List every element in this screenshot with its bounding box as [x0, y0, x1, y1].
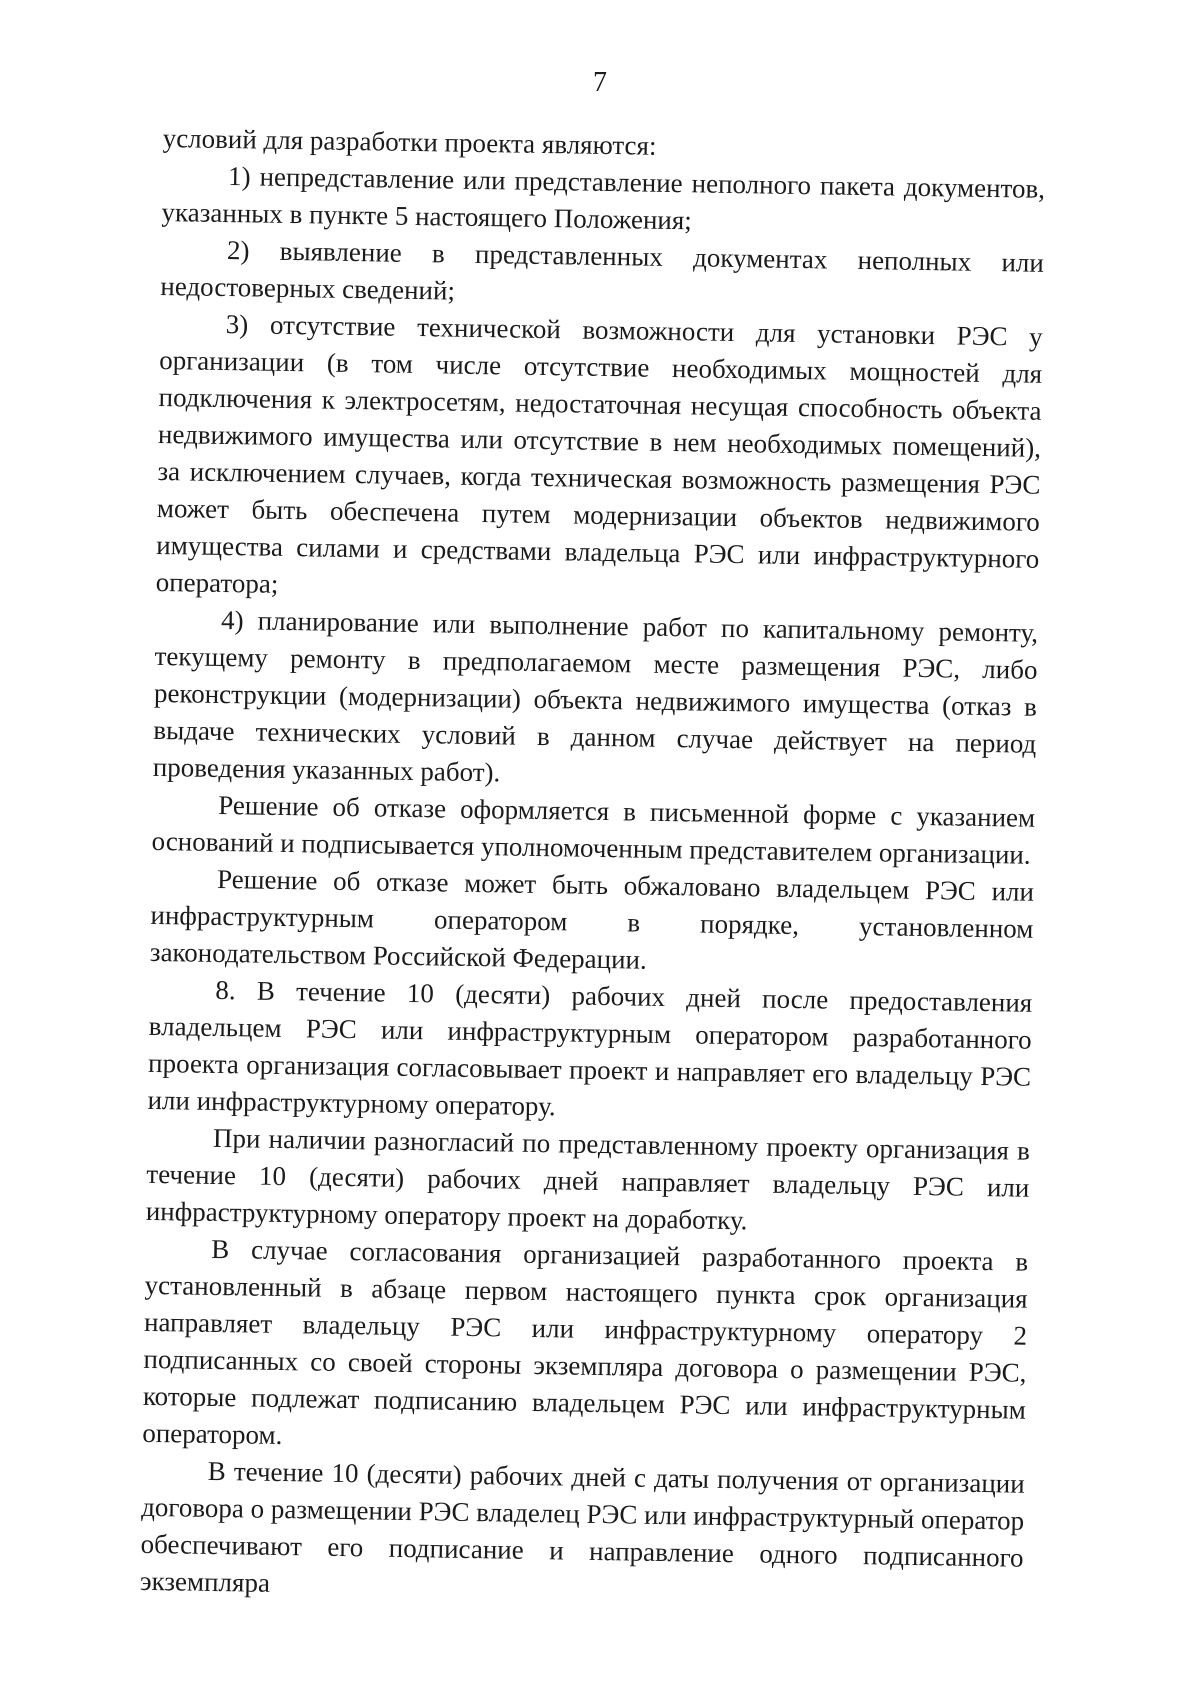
paragraph: 4) планирование или выполнение работ по капитальному ремонту, текущему ремонту в предполагаемом месте размещения РЭС, либо реконструкции (модернизации) объекта недвижимого имущества (отказ в выдаче технических условий в данном случае действует на период проведения указанных работ). — [152, 604, 1039, 788]
paragraph: В случае согласования организацией разработанного проекта в установленный в абзаце первом настоящего пункта срок организация направляет владельцу РЭС или инфраструктурному оператору 2 подписанных со своей стороны экземпляра договора о размещении РЭС, которые подлежат подписанию владельцем РЭС или инфраструктурным оператором. — [142, 1233, 1029, 1451]
paragraph: 1) непредставление или представление неполного пакета документов, указанных в пункте 5 настоящего Положения; — [161, 161, 1046, 236]
paragraph: Решение об отказе оформляется в письменной форме с указанием оснований и подписывается уполномоченным представителем организации. — [151, 789, 1036, 870]
paragraph: 2) выявление в представленных документах неполных или недостоверных сведений; — [160, 235, 1045, 306]
paragraph: Решение об отказе может быть обжаловано владельцем РЭС или инфраструктурным оператором в порядке, установленном законодательством Российской Федерации. — [149, 863, 1035, 975]
paragraph: 8. В течение 10 (десяти) рабочих дней после предоставления владельцем РЭС или инфраструктурным оператором разработанного проекта организация согласовывает проект и направляет его владельцу РЭС или инфраструктурному оператору. — [147, 974, 1033, 1122]
document-body — [140, 120, 1046, 1614]
paragraph: При наличии разногласий по представленному проекту организация в течение 10 (десяти) рабочих дней направляет владельцу РЭС или инфраструктурному оператору проект на доработку. — [145, 1122, 1031, 1236]
paragraph: В течение 10 (десяти) рабочих дней с даты получения от организации договора о размещении РЭС владелец РЭС или инфраструктурный оператор обеспечивают его подписание и направление одного подписанного экземпляра — [139, 1455, 1025, 1598]
page-number: 7 — [593, 67, 607, 98]
paragraph: условий для разработки проекта являются: — [162, 122, 657, 161]
paragraph: 3) отсутствие технической возможности для установки РЭС у организации (в том числе отсутствие необходимых мощностей для подключения к электросетям, недостаточная несущая способность объекта недвижимого имущества или отсутствие в нем необходимых помещений), за исключением случаев, когда техническая возможность размещения РЭС может быть обеспечена путем модернизации объектов недвижимого имущества силами и средствами владельца РЭС или инфраструктурного оператора; — [155, 309, 1043, 599]
